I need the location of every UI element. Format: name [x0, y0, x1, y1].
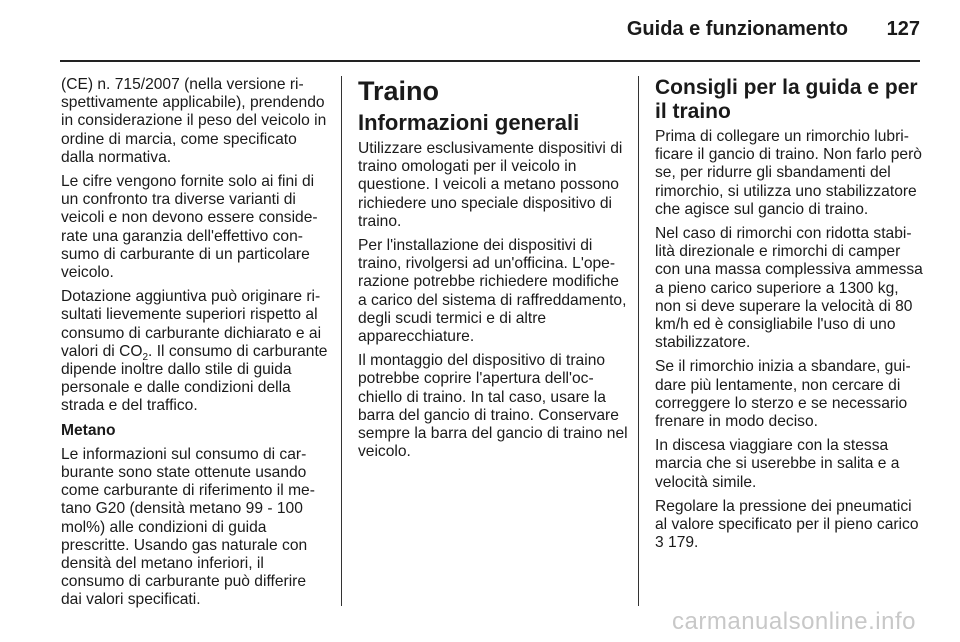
paragraph-text: . Il consumo di carburante dipende inoltre dallo stile di guida personale e dalle condizioni della strada e del traffico. — [61, 342, 328, 415]
paragraph: Se il rimorchio inizia a sbandare, guidare più lentamente, non cercare di correggere lo sterzo e se necessario frenare in modo deciso. — [655, 358, 911, 431]
paragraph: Prima di collegare un rimorchio lubrificare il gancio di traino. Non farlo però se, per ridurre gli sbandamenti del rimorchio, si utilizza uno stabilizzatore che agisce sul gancio di traino. — [655, 128, 922, 218]
paragraph: Il montaggio del dispositivo di traino potrebbe coprire l'apertura dell'occhiello di traino. In tal caso, usare la barra del gancio di traino. Conservare sempre la barra del gancio di traino nel veicolo. — [358, 352, 628, 461]
column-divider-2 — [638, 76, 639, 606]
paragraph-text: Dotazione aggiuntiva può originare risultati lievemente superiori rispetto al consumo di carburante dichiarato e ai valori di CO — [61, 288, 322, 360]
paragraph — [655, 498, 925, 553]
watermark: carmanualsonline.info — [672, 608, 916, 635]
column-right — [655, 76, 925, 558]
header-rule — [60, 60, 920, 62]
paragraph-text: Regolare la pressione dei pneumatici al valore specificato per il pieno carico — [655, 497, 919, 534]
paragraph: Le informazioni sul consumo di carburante sono state ottenute usando come carburante di riferimento il metano G20 (densità metano 99 - 100 mol%) alle condizioni di guida prescritte. Usando gas naturale con densità del metano inferiori, il consumo di carburante può differire dai valori specificati. — [61, 445, 315, 609]
page-reference-link[interactable]: 179. — [668, 534, 699, 552]
page-number: 127 — [886, 18, 920, 40]
page-header — [0, 0, 960, 62]
paragraph — [61, 288, 331, 415]
subheading-informazioni: Informazioni generali — [358, 110, 580, 135]
paragraph: Le cifre vengono fornite solo ai fini di un confronto tra diverse varianti di veicoli e non devono essere considerate una garanzia dell'effettivo consumo di carburante di un particolare veicolo. — [61, 173, 318, 282]
paragraph: Per l'installazione dei dispositivi di traino, rivolgersi ad un'officina. L'operazione potrebbe richiedere modifiche a carico del sistema di raffreddamento, degli scudi termici e di altre apparecchiature. — [358, 237, 627, 346]
column-left — [61, 76, 331, 616]
subscript: 2 — [142, 351, 149, 363]
subheading-metano: Metano — [61, 421, 116, 439]
paragraph: Nel caso di rimorchi con ridotta stabilità direzionale e rimorchi di camper con una massa complessiva ammessa a pieno carico superiore a 1300 kg, non si deve superare la velocità di 80 km/h ed è consigliabile l'uso di uno stabilizzatore. — [655, 225, 923, 352]
column-divider-1 — [341, 76, 342, 606]
paragraph: (CE) n. 715/2007 (nella versione rispettivamente applicabile), prendendo in considerazione il peso del veicolo in ordine di marcia, come specificato dalla normativa. — [61, 76, 327, 166]
column-middle — [358, 76, 628, 467]
section-title: Guida e funzionamento — [626, 18, 848, 40]
section-heading-traino: Traino — [358, 76, 440, 106]
section-heading-consigli: Consigli per la guida e per il traino — [655, 76, 918, 123]
page-ref-arrow-icon: 3 — [655, 534, 664, 552]
paragraph: In discesa viaggiare con la stessa marcia che si userebbe in salita e a velocità simile. — [655, 437, 900, 491]
paragraph: Utilizzare esclusivamente dispositivi di traino omologati per il veicolo in questione. I veicoli a metano possono richiedere uno speciale dispositivo di traino. — [358, 140, 623, 230]
